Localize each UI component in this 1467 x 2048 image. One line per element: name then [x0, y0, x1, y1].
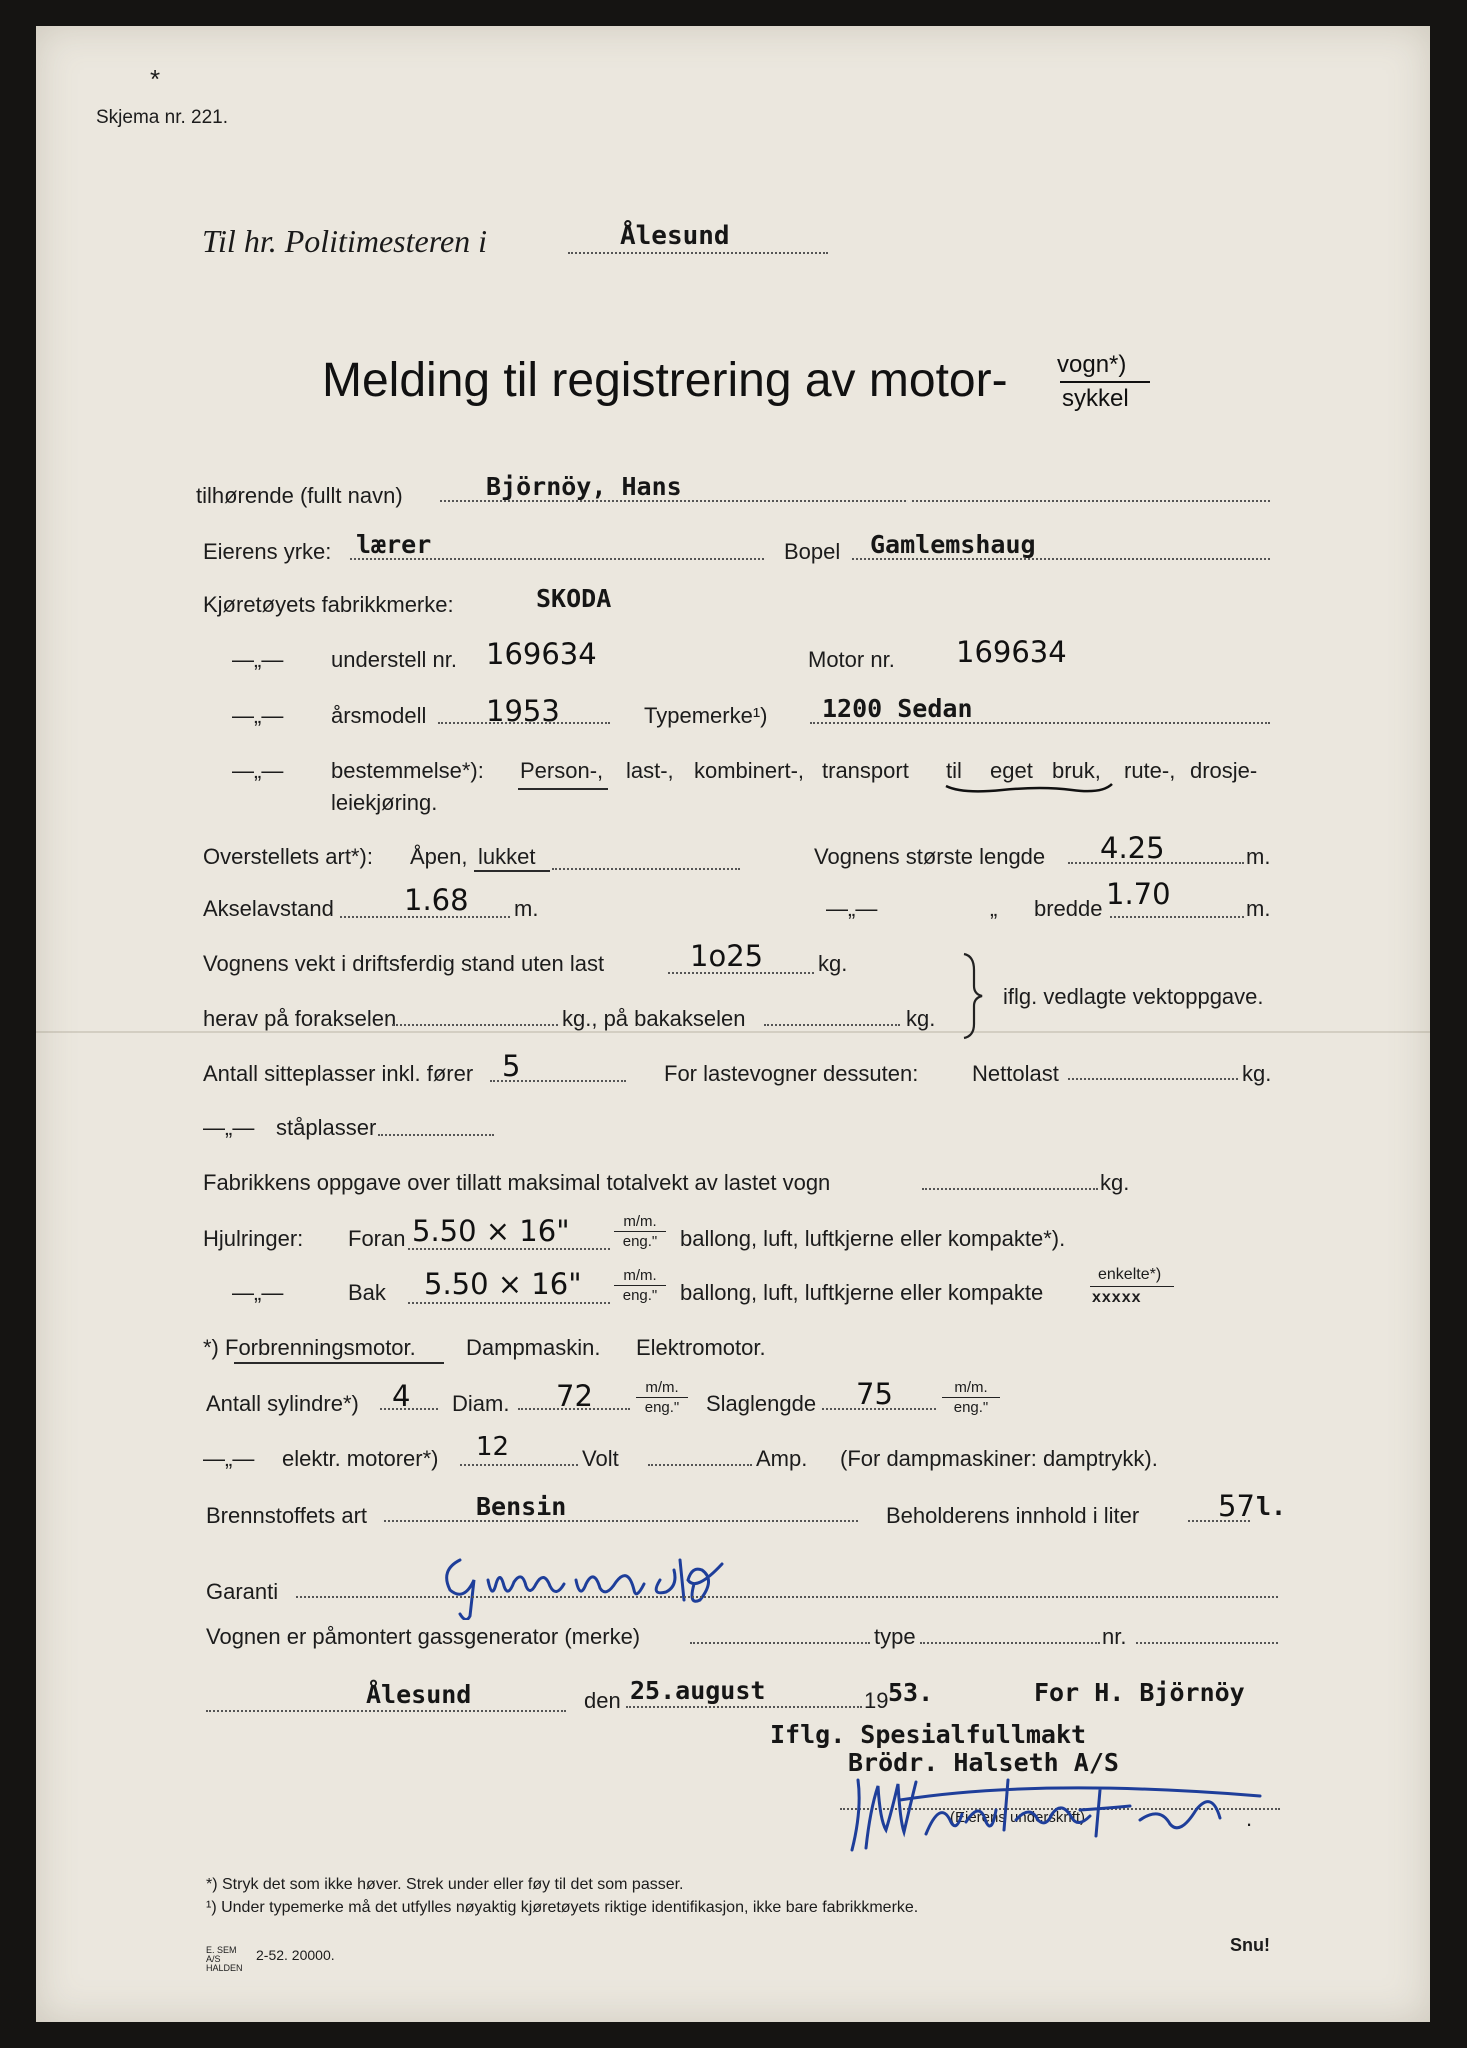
purpose-word[interactable]: eget — [990, 758, 1033, 783]
max-weight-line — [922, 1188, 1098, 1190]
fuel-value[interactable]: Bensin — [476, 1492, 567, 1521]
ditto-mark: —„— — [232, 703, 284, 728]
front-wheel-value[interactable]: 5.50 × 16" — [412, 1214, 570, 1248]
turn-over-note: Snu! — [1230, 1935, 1270, 1955]
seats-value[interactable]: 5 — [502, 1049, 521, 1083]
electric-motors-label: elektr. motorer*) — [282, 1446, 439, 1471]
max-weight-label: Fabrikkens oppgave over tillatt maksimal totalvekt av lastet vogn — [203, 1170, 831, 1195]
stroke-line — [822, 1408, 936, 1410]
owner-name-line — [440, 500, 906, 502]
engine-type-underline — [234, 1362, 444, 1364]
volt-line — [460, 1464, 578, 1466]
body-line — [552, 868, 740, 870]
residence-value[interactable]: Gamlemshaug — [870, 530, 1036, 559]
occupation-value[interactable]: lærer — [356, 530, 432, 559]
standing-line — [378, 1134, 494, 1136]
form-title: Melding til registrering av motor- — [322, 354, 1008, 407]
residence-line — [852, 558, 1270, 560]
rear-axle-unit: kg. — [906, 1006, 936, 1031]
steam-pressure-label: (For dampmaskiner: damptrykk). — [840, 1446, 1158, 1471]
purpose-word[interactable]: last-, — [626, 758, 674, 783]
signing-authority-1[interactable]: Iflg. Spesialfullmakt — [770, 1720, 1087, 1749]
signing-authority-2[interactable]: Brödr. Halseth A/S — [848, 1748, 1119, 1777]
rear-axle-line — [764, 1024, 900, 1026]
max-weight-unit: kg. — [1100, 1170, 1130, 1195]
printer-name: E. SEM A/S HALDEN — [206, 1945, 243, 1973]
year-label: årsmodell — [331, 703, 427, 728]
front-wheel-line — [408, 1248, 610, 1250]
rear-wheel-label: Bak — [348, 1280, 386, 1305]
purpose-word[interactable]: Person-, — [520, 758, 604, 783]
netload-line — [1068, 1078, 1238, 1080]
fuel-label: Brennstoffets art — [206, 1503, 368, 1528]
wheelbase-value[interactable]: 1.68 — [404, 883, 469, 917]
cargo-label: For lastevogner dessuten: — [664, 1061, 919, 1086]
weight-unit: kg. — [818, 951, 848, 976]
standing-label: ståplasser — [276, 1115, 377, 1140]
make-label: Kjøretøyets fabrikkmerke: — [203, 592, 454, 617]
tank-unit: l. — [1256, 1492, 1287, 1521]
wheelbase-label: Akselavstand — [203, 896, 334, 921]
cylinders-label: Antall sylindre*) — [206, 1391, 359, 1416]
length-unit: m. — [1246, 844, 1271, 869]
chassis-label: understell nr. — [331, 647, 457, 672]
wheelbase-unit: m. — [514, 896, 539, 921]
weight-note: iflg. vedlagte vektoppgave. — [1003, 984, 1264, 1009]
length-value[interactable]: 4.25 — [1100, 831, 1165, 865]
seats-label: Antall sitteplasser inkl. fører — [203, 1061, 474, 1086]
weight-value[interactable]: 1o25 — [690, 939, 764, 973]
addressee-line — [568, 252, 828, 254]
stroke-unit: m/m. eng." — [942, 1380, 1000, 1415]
ink-mark: * — [150, 64, 161, 94]
front-axle-label: herav på forakselen — [203, 1006, 397, 1031]
form-id: Skjema nr. 221. — [96, 107, 229, 128]
volt-value[interactable]: 12 — [476, 1432, 510, 1462]
signing-date-line — [626, 1706, 862, 1708]
signing-den: den — [584, 1688, 621, 1713]
rear-wheel-extra-bottom: xxxxx — [1092, 1289, 1142, 1306]
engine-type-electric[interactable]: Elektromotor. — [636, 1335, 766, 1360]
title-option-sykkel: sykkel — [1062, 385, 1129, 412]
title-option-vogn: vogn*) — [1057, 351, 1127, 378]
purpose-word[interactable]: transport — [822, 758, 909, 783]
year-line — [438, 722, 610, 724]
length-label: Vognens største lengde — [814, 844, 1046, 869]
owner-name-value[interactable]: Björnöy, Hans — [486, 472, 682, 501]
cylinders-line — [380, 1408, 438, 1410]
body-closed[interactable]: lukket — [478, 844, 536, 869]
addressee-label: Til hr. Politimesteren i — [202, 223, 488, 259]
footnote-2: ¹) Under typemerke må det utfylles nøyaktig kjøretøyets riktige identifikasjon, ikke bare fabrikkmerke. — [206, 1899, 919, 1916]
ditto-mark: —„— — [203, 1115, 255, 1140]
rear-axle-label: kg., på bakakselen — [562, 1006, 746, 1031]
rear-wheel-unit: m/m. eng." — [614, 1268, 666, 1303]
motor-label: Motor nr. — [808, 647, 895, 672]
purpose-line-2: leiekjøring. — [331, 790, 438, 815]
purpose-underline-person — [518, 788, 608, 790]
rear-wheel-line — [408, 1302, 610, 1304]
addressee-value[interactable]: Ålesund — [620, 221, 730, 251]
body-label: Overstellets art*): — [203, 844, 373, 869]
purpose-word[interactable]: bruk, — [1052, 758, 1101, 783]
type-label: Typemerke¹) — [644, 703, 768, 728]
tank-line — [1188, 1520, 1250, 1522]
signing-place-line — [206, 1710, 566, 1712]
engine-type-combustion[interactable]: *) Forbrenningsmotor. — [203, 1335, 416, 1360]
gas-generator-type-label: type — [874, 1624, 916, 1649]
amp-label: Amp. — [756, 1446, 808, 1471]
residence-label: Bopel — [784, 539, 841, 564]
owner-signature — [840, 1770, 1280, 1860]
tank-value[interactable]: 57 — [1218, 1489, 1255, 1523]
occupation-label: Eierens yrke: — [203, 539, 332, 564]
ditto-mark: —„— — [203, 1446, 255, 1471]
purpose-underline-own-use — [942, 770, 1118, 796]
body-closed-underline — [474, 870, 550, 872]
purpose-word[interactable]: kombinert-, — [694, 758, 805, 783]
signing-for[interactable]: For H. Björnöy — [1034, 1678, 1245, 1707]
gas-generator-nr-line — [1136, 1642, 1278, 1644]
netload-label: Nettolast — [972, 1061, 1059, 1086]
insurance-line — [296, 1596, 1278, 1598]
weight-line — [668, 972, 814, 974]
occupation-line — [350, 558, 764, 560]
year-value[interactable]: 1953 — [486, 694, 560, 728]
diameter-value[interactable]: 72 — [556, 1379, 593, 1413]
gas-generator-type-line — [920, 1642, 1100, 1644]
insurance-handwriting — [430, 1540, 730, 1620]
width-quote: „ — [990, 896, 998, 921]
signing-year-suffix[interactable]: 53. — [888, 1678, 934, 1707]
weight-label: Vognens vekt i driftsferdig stand uten last — [203, 951, 605, 976]
width-label: bredde — [1034, 896, 1103, 921]
signature-label: (Eierens underskrift) — [950, 1809, 1086, 1826]
tank-label: Beholderens innhold i liter — [886, 1503, 1140, 1528]
motor-value[interactable]: 169634 — [956, 635, 1067, 669]
owner-name-line-2 — [912, 500, 1270, 502]
width-value[interactable]: 1.70 — [1106, 877, 1171, 911]
front-axle-line — [392, 1024, 558, 1026]
purpose-word[interactable]: drosje- — [1190, 758, 1258, 783]
length-line — [1068, 862, 1244, 864]
insurance-label: Garanti — [206, 1579, 279, 1604]
body-open[interactable]: Åpen, — [410, 844, 468, 869]
stroke-label: Slaglengde — [706, 1391, 817, 1416]
gas-generator-label: Vognen er påmontert gassgenerator (merke) — [206, 1624, 641, 1649]
ditto-mark: —„— — [826, 896, 878, 921]
diameter-line — [518, 1408, 630, 1410]
owner-name-label: tilhørende (fullt navn) — [196, 483, 403, 508]
seats-line — [490, 1080, 626, 1082]
weight-brace — [958, 950, 988, 1040]
width-unit: m. — [1246, 896, 1271, 921]
front-wheel-label: Foran — [348, 1226, 406, 1251]
engine-type-steam[interactable]: Dampmaskin. — [466, 1335, 601, 1360]
printer-code: 2-52. 20000. — [256, 1947, 335, 1963]
rear-wheel-extra-bar — [1090, 1286, 1174, 1287]
purpose-word[interactable]: til — [946, 758, 962, 783]
netload-unit: kg. — [1242, 1061, 1272, 1086]
amp-line — [648, 1464, 752, 1466]
rear-wheel-value[interactable]: 5.50 × 16" — [424, 1267, 582, 1301]
purpose-word[interactable]: rute-, — [1124, 758, 1176, 783]
type-line — [810, 722, 1270, 724]
volt-label: Volt — [582, 1446, 619, 1471]
stroke-value[interactable]: 75 — [856, 1377, 893, 1411]
gas-generator-nr-label: nr. — [1102, 1624, 1127, 1649]
fuel-line — [384, 1520, 858, 1522]
footnote-1: *) Stryk det som ikke høver. Strek under eller føy til det som passer. — [206, 1876, 684, 1893]
type-value[interactable]: 1200 Sedan — [822, 694, 973, 723]
fold-crease — [36, 1031, 1430, 1033]
width-line — [1110, 916, 1244, 918]
cylinders-value[interactable]: 4 — [392, 1379, 411, 1413]
rear-wheel-types: ballong, luft, luftkjerne eller kompakte — [680, 1280, 1044, 1305]
make-value[interactable]: SKODA — [536, 584, 612, 613]
gas-generator-line — [690, 1642, 870, 1644]
ditto-mark: —„— — [232, 758, 284, 783]
ditto-mark: —„— — [232, 647, 284, 672]
front-wheel-unit: m/m. eng." — [614, 1214, 666, 1249]
diameter-label: Diam. — [452, 1391, 510, 1416]
ditto-mark: —„— — [232, 1280, 284, 1305]
wheelbase-line — [340, 916, 510, 918]
signature-dot: . — [1246, 1806, 1253, 1831]
signing-date[interactable]: 25.august — [630, 1676, 766, 1705]
diameter-unit: m/m. eng." — [636, 1380, 688, 1415]
rear-wheel-extra-top: enkelte*) — [1098, 1266, 1162, 1283]
wheels-label: Hjulringer: — [203, 1226, 304, 1251]
title-fraction-bar — [1060, 381, 1150, 383]
front-wheel-types: ballong, luft, luftkjerne eller kompakte*). — [680, 1226, 1066, 1251]
signing-place[interactable]: Ålesund — [366, 1680, 472, 1709]
chassis-value[interactable]: 169634 — [486, 637, 597, 671]
purpose-label: bestemmelse*): — [331, 758, 484, 783]
signing-year-prefix: 19 — [864, 1688, 889, 1713]
